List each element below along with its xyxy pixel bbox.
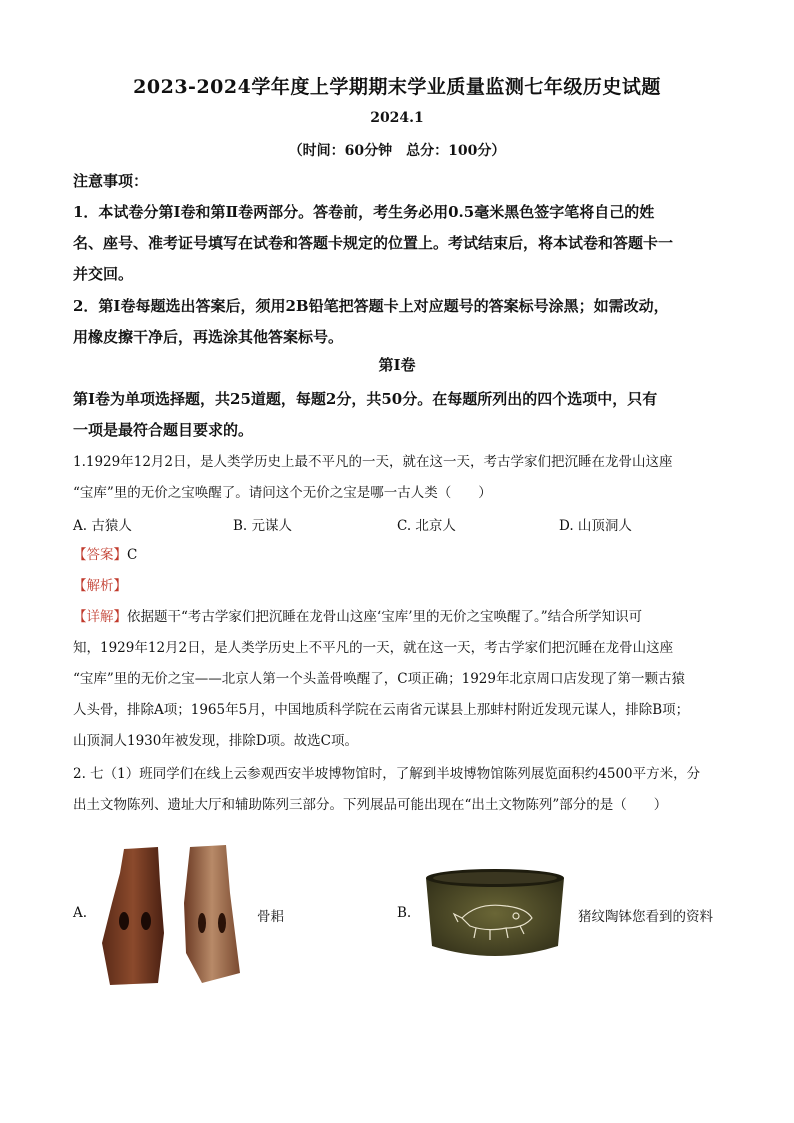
notes-line: 2．第Ⅰ卷每题选出答案后，须用2B铅笔把答题卡上对应题号的答案标号涂黑；如需改动， <box>73 297 669 315</box>
option-a-caption: 骨耜 <box>257 909 284 925</box>
option-c: C. 北京人 <box>397 518 456 534</box>
notes-line: 并交回。 <box>73 265 134 283</box>
detail-line: 人头骨，排除A项；1965年5月，中国地质科学院在云南省元谋县上那蚌村附近发现元谋人，排除B项； <box>73 702 690 718</box>
exam-title: 2023-2024学年度上学期期末学业质量监测七年级历史试题 <box>133 76 661 98</box>
exam-date: 2024.1 <box>370 110 424 126</box>
notes-line: 用橡皮擦干净后，再选涂其他答案标号。 <box>73 328 344 346</box>
time-and-score: （时间：60分钟 总分：100分） <box>288 143 506 159</box>
option-d: D. 山顶洞人 <box>559 518 632 534</box>
question-2-text: 出土文物陈列、遗址大厅和辅助陈列三部分。下列展品可能出现在“出土文物陈列”部分的是（ ） <box>73 797 668 813</box>
section-title: 第Ⅰ卷 <box>378 356 416 374</box>
option-b-letter: B. <box>397 905 412 921</box>
detail-line: 知，1929年12月2日，是人类学历史上不平凡的一天，就在这一天，考古学家们把沉睡在龙骨山这座 <box>73 640 674 656</box>
notes-heading: 注意事项： <box>73 172 149 190</box>
detail-line: “宝库”里的无价之宝——北京人第一个头盖骨唤醒了，C项正确；1929年北京周口店发现了第一颗古猿 <box>73 671 685 687</box>
notes-line: 名、座号、准考证号填写在试卷和答题卡规定的位置上。考试结束后，将本试卷和答题卡一 <box>73 234 674 252</box>
pig-pottery-bowl-image <box>420 866 570 970</box>
detail-label: 【详解】 <box>73 609 127 625</box>
answer-value: C <box>127 547 138 563</box>
option-a-letter: A. <box>73 905 88 921</box>
question-1-text: “宝库”里的无价之宝唤醒了。请问这个无价之宝是哪一古人类（ ） <box>73 485 492 501</box>
section-intro-line: 第Ⅰ卷为单项选择题，共25道题，每题2分，共50分。在每题所列出的四个选项中，只有 <box>73 390 658 408</box>
option-b-caption: 猪纹陶钵您看到的资料 <box>578 909 713 925</box>
bone-spade-icon <box>98 843 248 988</box>
question-1-text: 1.1929年12月2日，是人类学历史上最不平凡的一天，就在这一天，考古学家们把沉睡在龙骨山这座 <box>73 454 673 470</box>
detail-line <box>73 602 733 633</box>
detail-text: 依据题干“考古学家们把沉睡在龙骨山这座‘宝库’里的无价之宝唤醒了。”结合所学知识可 <box>127 609 643 625</box>
section-intro-line: 一项是最符合题目要求的。 <box>73 421 254 439</box>
question-2-text: 2. 七（1）班同学们在线上云参观西安半坡博物馆时，了解到半坡博物馆陈列展览面积约4500平方米，分 <box>73 766 701 782</box>
detail-line: 山顶洞人1930年被发现，排除D项。故选C项。 <box>73 733 359 749</box>
option-b: B. 元谋人 <box>233 518 293 534</box>
analysis-label: 【解析】 <box>73 578 127 594</box>
answer-line <box>73 540 733 571</box>
notes-line: 1．本试卷分第Ⅰ卷和第Ⅱ卷两部分。答卷前，考生务必用0.5毫米黑色签字笔将自己的姓 <box>73 203 655 221</box>
option-a: A. 古猿人 <box>73 518 132 534</box>
pottery-bowl-icon <box>420 866 570 966</box>
question-1-options <box>73 509 733 539</box>
bone-spade-image <box>98 843 248 992</box>
answer-label: 【答案】 <box>73 547 127 563</box>
